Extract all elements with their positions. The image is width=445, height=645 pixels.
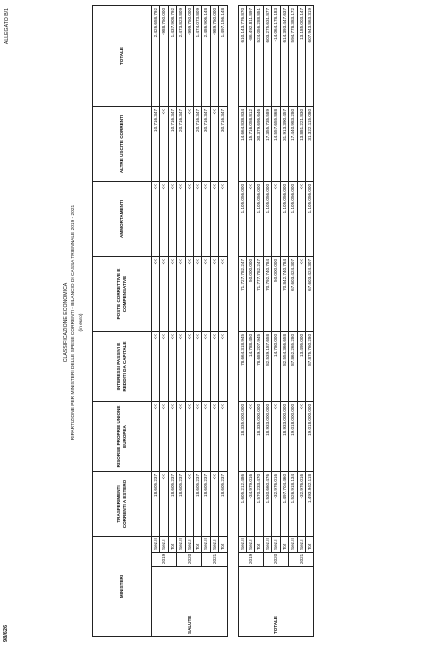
table-row (263, 5, 271, 636)
value-cell: 15.716.058.812 (247, 106, 255, 181)
value-cell: 2.473.823.809 (177, 5, 185, 106)
header-eu-own-resources: RISORSE PROPRIE UNIONE EUROPEA (93, 401, 152, 471)
table-row (255, 5, 263, 636)
value-cell: << (210, 181, 218, 256)
value-cell: << (210, 471, 218, 536)
table-row (297, 5, 305, 636)
level-cell: Sez.I (210, 536, 218, 552)
value-cell: << (202, 256, 210, 331)
table-row (194, 5, 202, 636)
value-cell: 2.426.658.792 (152, 5, 160, 106)
value-cell: 30.379.695.646 (255, 106, 263, 181)
value-cell: << (247, 401, 255, 471)
level-cell: Sez.I (160, 536, 168, 552)
level-cell: Sez.I (247, 536, 255, 552)
value-cell: << (272, 181, 280, 256)
value-cell: << (219, 256, 227, 331)
value-cell: 603.275.631.877 (263, 5, 271, 106)
value-cell: 18.335.000.000 (238, 401, 246, 471)
value-cell: << (185, 256, 193, 331)
value-cell: << (210, 256, 218, 331)
group-totale (238, 5, 314, 636)
value-cell: 78.689.207.945 (255, 331, 263, 401)
value-cell: 13.185.003.147 (297, 5, 305, 106)
value-cell: -86.492.811.897 (247, 5, 255, 106)
table-row (247, 5, 255, 636)
value-cell: 71.777.782.247 (255, 256, 263, 331)
value-cell: << (185, 401, 193, 471)
value-cell: << (297, 401, 305, 471)
value-cell: 14.788.450 (247, 331, 255, 401)
value-cell: << (194, 181, 202, 256)
value-cell: 13.881.221.830 (297, 106, 305, 181)
table-row (177, 5, 185, 636)
value-cell: << (210, 106, 218, 181)
level-cell: Tot (219, 536, 227, 552)
level-cell: Sez.II (152, 536, 160, 552)
value-cell: << (272, 401, 280, 471)
value-cell: 18.605.237 (168, 471, 176, 536)
value-cell: 78.664.318.945 (238, 331, 246, 401)
value-cell: 1.526.918.134 (289, 471, 297, 536)
value-cell: 1.605.212.486 (238, 471, 246, 536)
year-cell: 2019 (238, 553, 263, 567)
value-cell: 67.603.424.307 (289, 256, 297, 331)
header-corrective-items: POSTE CORRETTIVE E COMPENSATIVE (93, 256, 152, 331)
value-cell: 18.933.000.000 (280, 401, 288, 471)
value-cell: 67.603.424.307 (305, 256, 313, 331)
value-cell: 87.862.265.280 (289, 331, 297, 401)
value-cell: << (219, 331, 227, 401)
value-cell: << (177, 401, 185, 471)
year-cell: 2021 (202, 553, 227, 567)
value-cell: 50.000.000 (272, 256, 280, 331)
blank-cell (227, 5, 238, 636)
value-cell: 30.716.347 (202, 106, 210, 181)
year-cell: 2020 (263, 553, 288, 567)
value-cell: << (247, 181, 255, 256)
value-cell: << (194, 256, 202, 331)
level-cell: Sez.II (202, 536, 210, 552)
value-cell: 524.056.288.851 (255, 5, 263, 106)
header-depreciation: AMMORTAMENTI (93, 181, 152, 256)
header-ministeri: MINISTERI (93, 536, 152, 636)
value-cell: << (219, 401, 227, 471)
value-cell: 1.530.660.476 (263, 471, 271, 536)
value-cell: -14.064.178.183 (272, 5, 280, 106)
level-cell: Sez.I (272, 536, 280, 552)
value-cell: 1.497.704.460 (280, 471, 288, 536)
header-transfers-abroad: TRASFERIMENTI CORRENTI A ESTERO (93, 471, 152, 536)
value-cell: << (152, 401, 160, 471)
value-cell: 1.570.233.470 (255, 471, 263, 536)
value-cell: 19.018.000.000 (305, 401, 313, 471)
value-cell: << (160, 181, 168, 256)
value-cell: -32.976.016 (297, 471, 305, 536)
value-cell: 70.842.740.784 (280, 256, 288, 331)
value-cell: 614.393.447.637 (280, 5, 288, 106)
value-cell: << (160, 331, 168, 401)
level-cell: Tot (255, 536, 263, 552)
header-row (93, 5, 152, 636)
document-code: 98/626 (3, 624, 9, 642)
value-cell: 10.716.347 (152, 106, 160, 181)
value-cell: << (152, 181, 160, 256)
year-cell: 2020 (177, 553, 202, 567)
value-cell: 1.497.156.148 (219, 5, 227, 106)
table-row (289, 5, 297, 636)
value-cell: 14.664.838.834 (238, 106, 246, 181)
value-cell: -32.976.016 (272, 471, 280, 536)
value-cell: 1.105.056.000 (280, 181, 288, 256)
value-cell: 1.437.908.792 (168, 5, 176, 106)
value-cell: << (185, 106, 193, 181)
value-cell: << (152, 331, 160, 401)
year-cell: 2021 (289, 553, 314, 567)
value-cell: << (210, 331, 218, 401)
value-cell: 82.539.187.658 (263, 331, 271, 401)
value-cell: 30.716.347 (219, 106, 227, 181)
value-cell: 18.605.237 (202, 471, 210, 536)
value-cell: << (168, 331, 176, 401)
value-cell: 82.554.366.658 (280, 331, 288, 401)
value-cell: 87.875.760.280 (305, 331, 313, 401)
value-cell: << (168, 401, 176, 471)
table-row (160, 5, 168, 636)
table-row (272, 5, 280, 636)
level-cell: Sez.II (289, 536, 297, 552)
level-cell: Sez.I (297, 536, 305, 552)
level-cell: Sez.II (177, 536, 185, 552)
value-cell: << (185, 331, 193, 401)
value-cell: << (160, 106, 168, 181)
value-cell: 1.474.073.809 (194, 5, 202, 106)
table-row (280, 5, 288, 636)
value-cell: 1.105.056.000 (305, 181, 313, 256)
value-cell: 70.792.740.784 (263, 256, 271, 331)
level-cell: Tot (168, 536, 176, 552)
level-cell: Tot (280, 536, 288, 552)
title-block (62, 0, 86, 645)
value-cell: -34.979.016 (247, 471, 255, 536)
value-cell: << (177, 331, 185, 401)
value-cell: 31.322.115.080 (305, 106, 313, 181)
value-cell: 1.105.056.000 (289, 181, 297, 256)
value-cell: 31.913.390.457 (280, 106, 288, 181)
value-cell: << (160, 471, 168, 536)
value-cell: 607.943.863.319 (305, 5, 313, 106)
table-row (305, 5, 313, 636)
value-cell: << (210, 401, 218, 471)
group-salute (152, 5, 228, 636)
value-cell: 2.486.906.148 (202, 5, 210, 106)
value-cell: 13.495.000 (297, 331, 305, 401)
value-cell: 17.440.983.280 (289, 106, 297, 181)
table-row (168, 5, 176, 636)
value-cell: << (177, 256, 185, 331)
title-unit: (in euro) (79, 313, 84, 332)
value-cell: 18.605.237 (177, 471, 185, 536)
header-other-expenses: ALTRE USCITE CORRENTI (93, 106, 152, 181)
value-cell: 18.335.000.000 (255, 401, 263, 471)
ministry-name: SALUTE (152, 567, 228, 637)
value-cell: 17.355.735.589 (263, 106, 271, 181)
table-row (210, 5, 218, 636)
level-cell: Sez.I (185, 536, 193, 552)
value-cell: << (202, 181, 210, 256)
value-cell: << (168, 181, 176, 256)
ministry-name: TOTALE (238, 567, 314, 637)
value-cell: -999.750.000 (185, 5, 193, 106)
value-cell: 594.778.383.172 (289, 5, 297, 106)
value-cell: 18.605.237 (194, 471, 202, 536)
value-cell: << (160, 401, 168, 471)
value-cell: -989.750.000 (210, 5, 218, 106)
title-breakdown: RIPARTIZIONE PER MINISTERI DELLE SPESE CORRENTI - BILANCIO DI CASSA TRIENNALE 2019 - 2021 (71, 204, 76, 441)
value-cell: << (152, 256, 160, 331)
level-cell: Tot (194, 536, 202, 552)
value-cell: 18.933.000.000 (263, 401, 271, 471)
value-cell: 20.716.347 (194, 106, 202, 181)
table-row (202, 5, 210, 636)
level-cell: Tot (305, 536, 313, 552)
level-cell: Sez.II (238, 536, 246, 552)
annex-label: ALLEGATO B/1 (4, 8, 10, 45)
table-row (185, 5, 193, 636)
value-cell: 1.105.056.000 (238, 181, 246, 256)
value-cell: -988.750.000 (160, 5, 168, 106)
blank-row (227, 5, 238, 636)
value-cell: 1.105.056.000 (255, 181, 263, 256)
value-cell: << (219, 181, 227, 256)
value-cell: << (194, 331, 202, 401)
value-cell: << (297, 181, 305, 256)
value-cell: << (185, 471, 193, 536)
value-cell: 18.605.237 (152, 471, 160, 536)
value-cell: << (202, 331, 210, 401)
value-cell: << (297, 256, 305, 331)
value-cell: << (194, 401, 202, 471)
value-cell: 610.143.776.870 (238, 5, 246, 106)
value-cell: 50.000.000 (247, 256, 255, 331)
level-cell: Sez.II (263, 536, 271, 552)
table-row (152, 5, 160, 636)
year-cell: 2019 (152, 553, 177, 567)
value-cell: << (160, 256, 168, 331)
table-row (219, 5, 227, 636)
table-row (238, 5, 246, 636)
value-cell: 19.018.000.000 (289, 401, 297, 471)
header-total: TOTALE (93, 5, 152, 106)
value-cell: << (202, 401, 210, 471)
value-cell: 71.727.782.247 (238, 256, 246, 331)
value-cell: 20.716.347 (177, 106, 185, 181)
value-cell: << (177, 181, 185, 256)
value-cell: << (185, 181, 193, 256)
value-cell: 18.605.237 (219, 471, 227, 536)
value-cell: 1.105.056.000 (263, 181, 271, 256)
spacer (227, 5, 238, 636)
value-cell: 10.716.347 (168, 106, 176, 181)
value-cell: << (168, 256, 176, 331)
value-cell: 14.780.000 (272, 331, 280, 401)
value-cell: 1.493.942.118 (305, 471, 313, 536)
value-cell: 14.557.655.868 (272, 106, 280, 181)
header-interest: INTERESSI PASSIVI E REDDITI DA CAPITALE (93, 331, 152, 401)
expense-table (92, 5, 314, 637)
title-classification: CLASSIFICAZIONE ECONOMICA (63, 282, 69, 363)
